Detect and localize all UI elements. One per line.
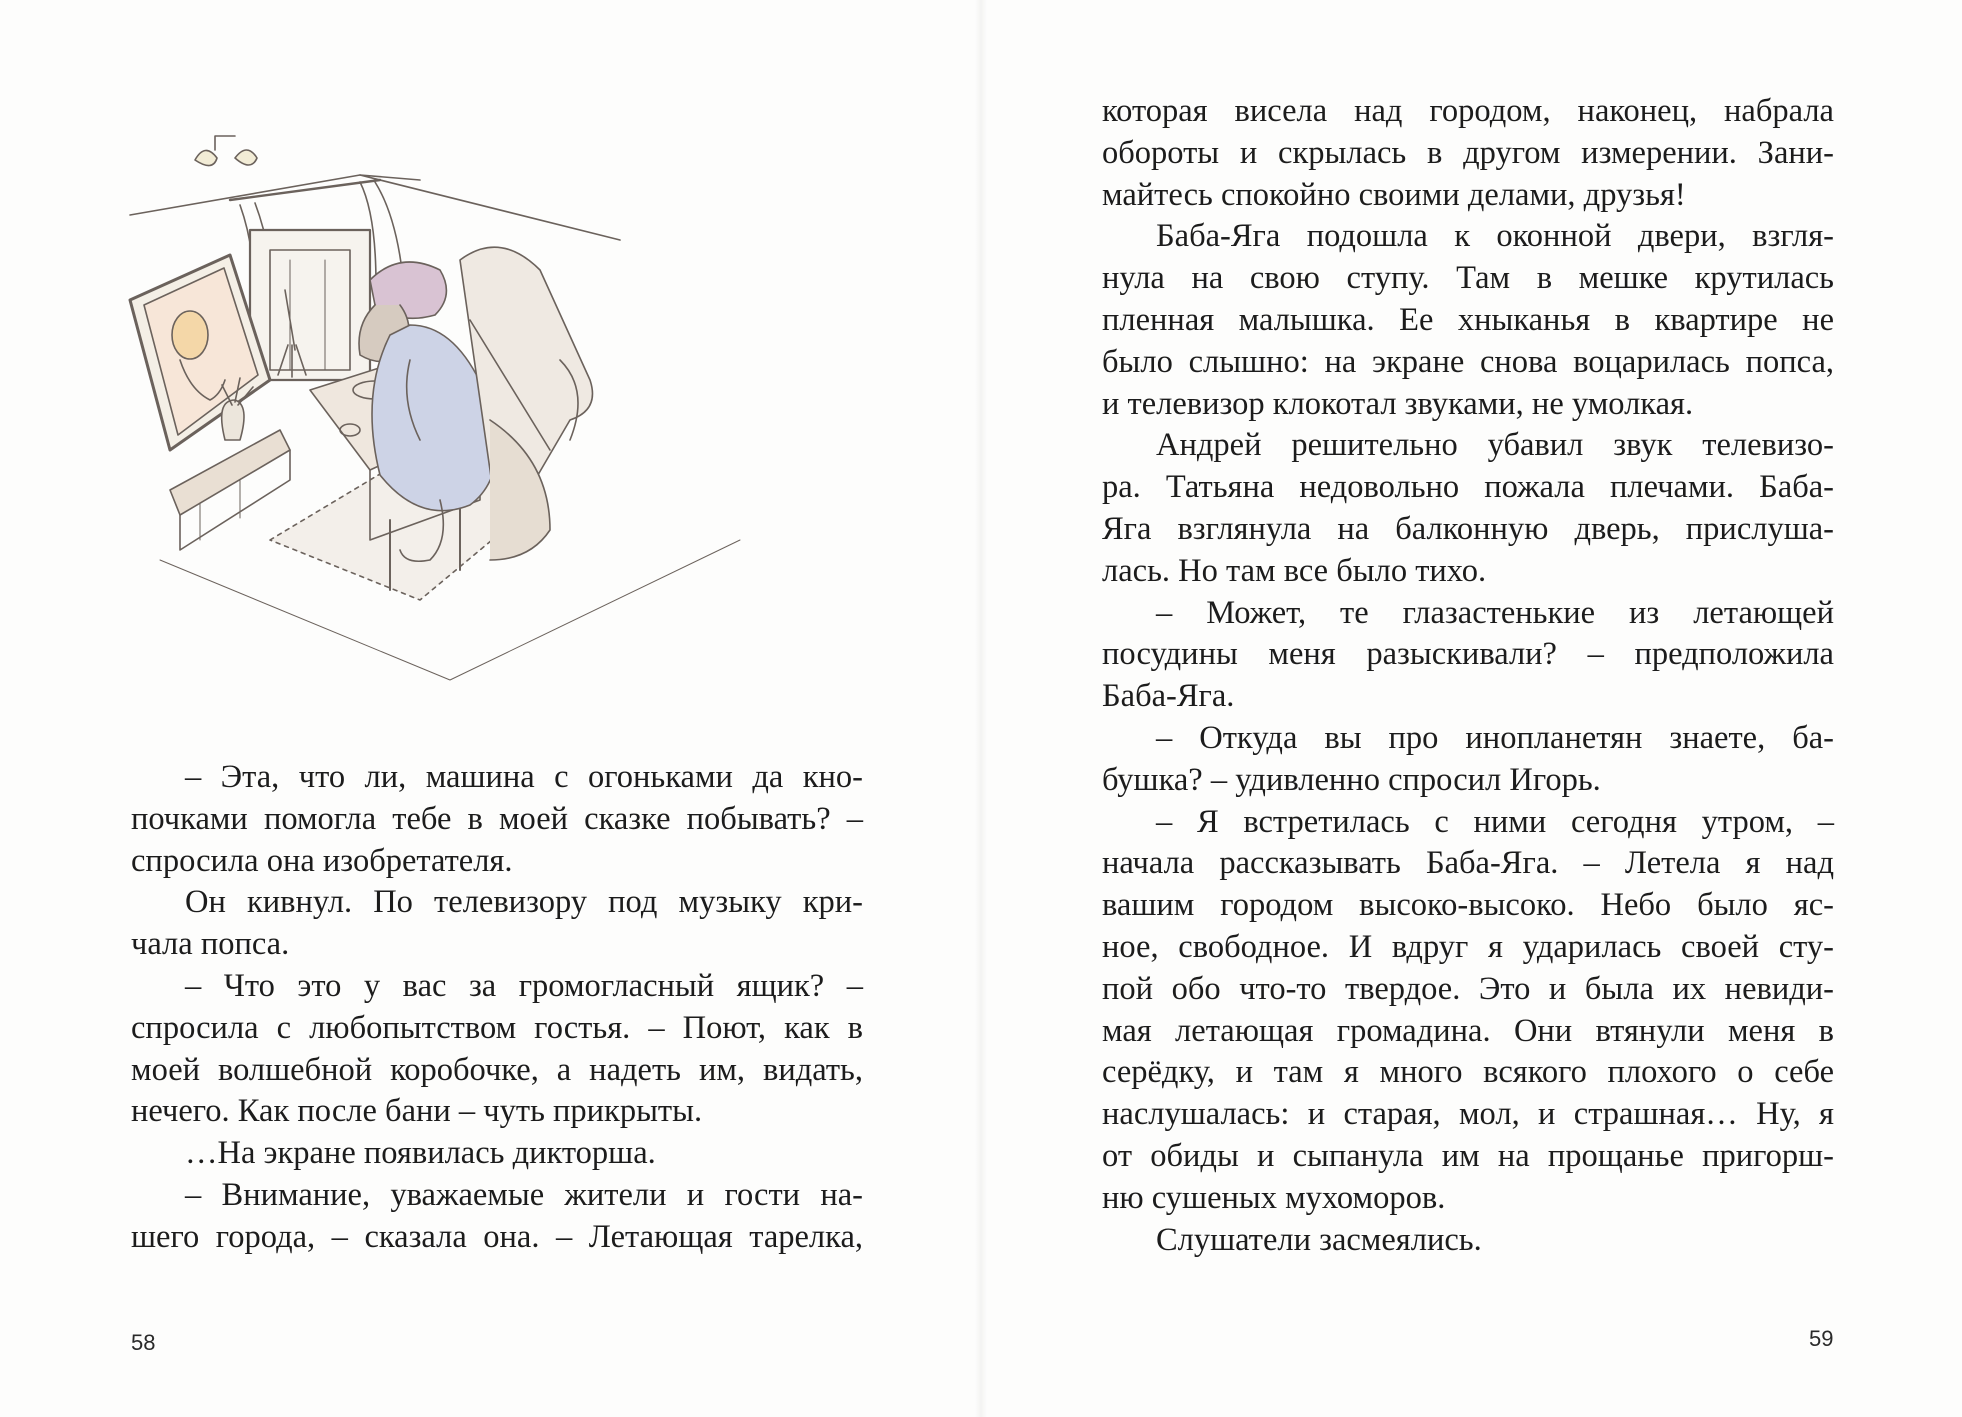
text-line: Андрей решительно убавил звук телевизо-	[1156, 427, 1834, 464]
text-line: лась. Но там все было тихо.	[1102, 552, 1487, 589]
text-line: – Эта, что ли, машина с огоньками да кно-	[185, 759, 863, 795]
text-line: пленная малышка. Ее хныканья в квартире не	[1102, 301, 1834, 338]
right-page	[987, 0, 1962, 1417]
text-line: Баба-Яга.	[1102, 678, 1235, 715]
lamp-sketch	[195, 136, 257, 166]
text-line: Слушатели засмеялись.	[1156, 1221, 1482, 1258]
text-line: шего города, – сказала она. – Летающая тарелка,	[131, 1218, 863, 1255]
text-line: – Что это у вас за громогласный ящик? –	[185, 967, 863, 1004]
text-line: моей волшебной коробочке, а надеть им, видать,	[131, 1051, 863, 1088]
text-line: начала рассказывать Баба-Яга. – Летела я над	[1102, 845, 1834, 882]
text-line: – Внимание, уважаемые жители и гости на-	[185, 1176, 863, 1213]
text-line: Яга взглянула на балконную дверь, прислуша-	[1102, 510, 1834, 547]
text-line: пой обо что-то твердое. Это и была их невиди-	[1102, 970, 1834, 1007]
text-line: бушка? – удивленно спросил Игорь.	[1102, 761, 1601, 798]
text-line: ра. Татьяна недовольно пожала плечами. Баба-	[1102, 469, 1834, 506]
illustration-sketch	[120, 120, 760, 710]
text-line: ное, свободное. И вдруг я ударилась своей сту-	[1102, 928, 1834, 965]
text-line: обороты и скрылась в другом измерении. Зани-	[1102, 134, 1834, 171]
right-page-text	[1102, 91, 1834, 1261]
text-line: мая летающая громадина. Они втянули меня в	[1102, 1012, 1834, 1049]
text-line: майтесь спокойно своими делами, друзья!	[1102, 176, 1686, 213]
text-line: – Я встретилась с ними сегодня утром, –	[1156, 803, 1834, 840]
text-line: нечего. Как после бани – чуть прикрыты.	[131, 1093, 703, 1130]
text-line: ню сушеных мухоморов.	[1102, 1179, 1446, 1216]
text-line: нула на свою ступу. Там в мешке крутилась	[1102, 260, 1834, 297]
text-line: чала попса.	[131, 926, 290, 963]
text-line: спросила она изобретателя.	[131, 842, 513, 879]
text-line: спросила с любопытством гостья. – Поют, как в	[131, 1009, 863, 1046]
book-gutter	[975, 0, 987, 1417]
text-line: …На экране появилась дикторша.	[185, 1135, 656, 1172]
text-line: от обиды и сыпанула им на прощанье пригорш-	[1102, 1137, 1834, 1174]
page-number-right: 59	[1809, 1326, 1834, 1351]
left-page	[0, 0, 975, 1417]
text-line: наслушалась: и старая, мол, и страшная… Ну, я	[1102, 1096, 1834, 1133]
left-page-text	[131, 757, 863, 1259]
text-line: было слышно: на экране снова воцарилась попса,	[1102, 343, 1834, 380]
text-line: посудины меня разыскивали? – предположила	[1102, 636, 1834, 673]
text-line: вашим городом высоко-высоко. Небо было яс-	[1102, 887, 1834, 924]
text-line: – Откуда вы про инопланетян знаете, ба-	[1156, 719, 1834, 756]
text-line: которая висела над городом, наконец, набрала	[1102, 93, 1834, 129]
text-line: серёдку, и там я много всякого плохого о себе	[1102, 1054, 1834, 1091]
text-line: почками помогла тебе в моей сказке побывать? –	[131, 800, 863, 837]
page-number-left: 58	[131, 1330, 156, 1355]
text-line: Баба-Яга подошла к оконной двери, взгля-	[1156, 218, 1834, 255]
text-line: и телевизор клокотал звуками, не умолкая.	[1102, 385, 1694, 422]
text-line: – Может, те глазастенькие из летающей	[1156, 594, 1834, 631]
text-line: Он кивнул. По телевизору под музыку кри-	[185, 884, 863, 921]
